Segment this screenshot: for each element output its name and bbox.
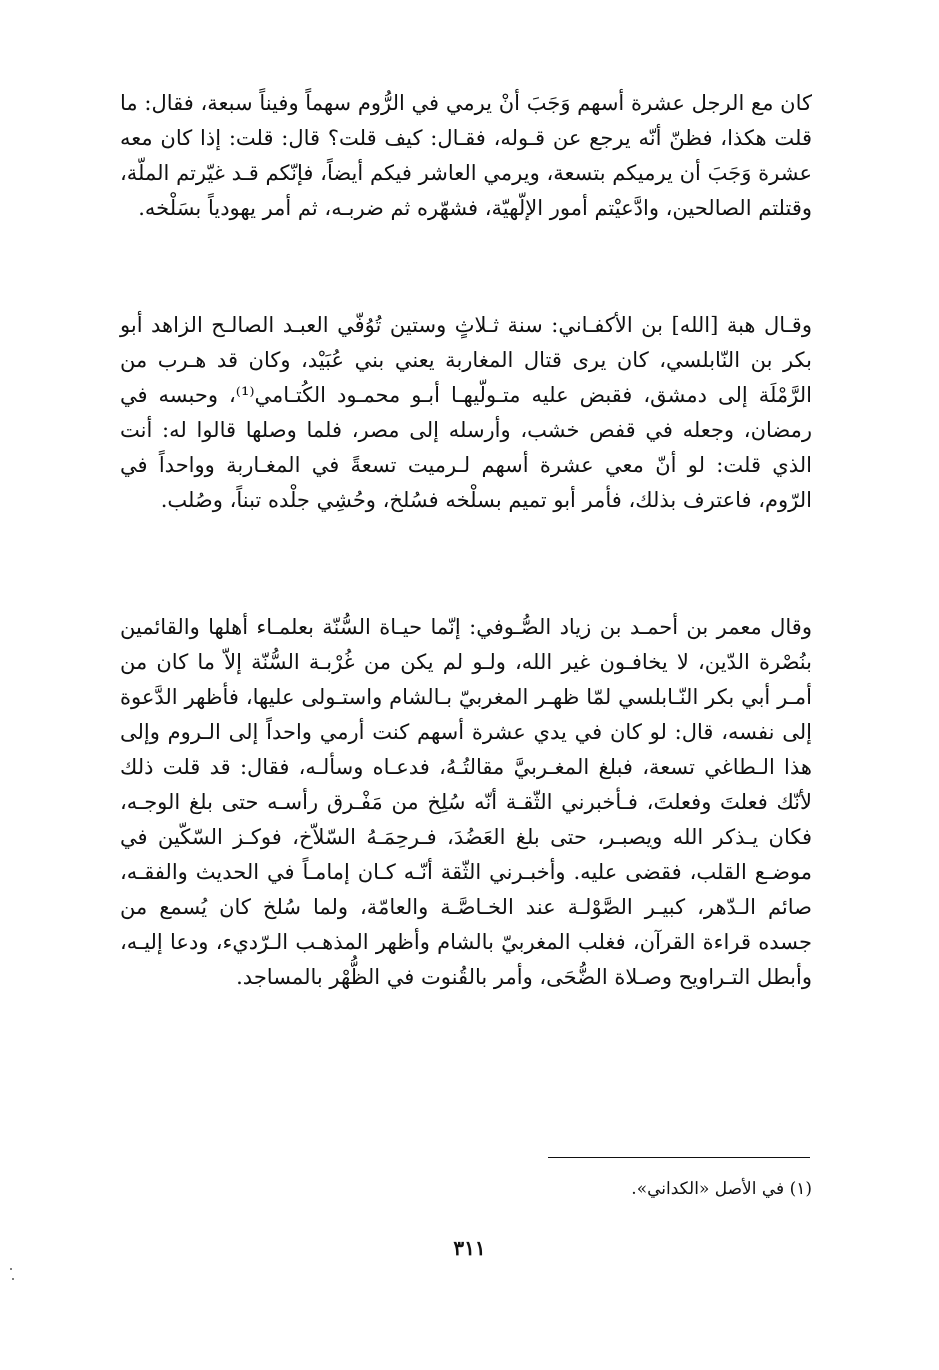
paragraph-3	[120, 610, 812, 995]
paragraph-1	[120, 86, 812, 226]
scan-specks	[8, 1268, 16, 1282]
paragraph-2-text: وقـال هبة [الله] بن الأكفـاني: سنة ثـلاثٍ وستين تُوُفّي العبـد الصالـح الزاهد أبو بكر بن النّابلسي، كان يرى قتال المغاربة يعني بني عُبَيْد، وكان قد هـرب من الرَّمْلَة إلى دمشق، فقبض عليه متـولّيهـا أبـو محمـود الكُتـامي⁽¹⁾، وحبسه في رمضان، وجعله في قفص خشب، وأرسله إلى مصر، فلما وصلها قالوا له: أنت الذي قلت: لو أنّ معي عشرة أسهم لـرميت تسعةً في المغـاربة وواحداً في الرّوم، فاعترف بذلك، فأمر أبو تميم بسلْخه فسُلخ، وحُشِي جلْده تبناً، وصُلب.	[120, 313, 812, 512]
paragraph-1-text: كان مع الرجل عشرة أسهم وَجَبَ أنْ يرمي في الرُّوم سهماً وفيناً سبعة، فقال: ما قلت هكذا، فظنّ أنّه يرجع عن قـوله، فقـال: كيف قلت؟ قال: قلت: إذا كان معه عشرة وَجَبَ أن يرميكم بتسعة، ويرمي العاشر فيكم أيضاً، فإنّكم قـد غيّرتم الملّة، وقتلتم الصالحين، وادَّعيْتم أمور الإلّهيّة، فشهّره ثم ضربـه، ثم أمر يهودياً بسَلْخه.	[120, 91, 812, 220]
paragraph-2	[120, 308, 812, 518]
footnote: (١) في الأصل «الكداني».	[631, 1179, 812, 1199]
page-number: ٣١١	[453, 1236, 486, 1260]
paragraph-3-text: وقال معمر بن أحمـد بن زياد الصُّـوفي: إنّما حيـاة السُّنّة بعلمـاء أهلها والقائمين بنُصْرة الدّين، لا يخافـون غير الله، ولـو لم يكن من غُرْبـة السُّنّة إلاّ ما كان من أمـر أبي بكر النّـابلسي لمّا ظهـر المغربيّ بـالشام واستـولى عليها، فأظهر الدَّعوة إلى نفسه، قال: لو كان في يدي عشرة أسهم كنت أرمي واحداً إلى الـروم وإلى هذا الـطاغي تسعة، فبلغ المغـربيَّ مقالتُـهُ، فدعـاه وسألـه، فقال: قد قلت ذلك لأنّك فعلتَ وفعلتَ، فـأخبرني الثّقـة أنّه سُلِخ من مَفْـرق رأسـه حتى بلغ الوجـه، فكان يـذكر الله ويصبـر، حتى بلغ العَضُدَ، فـرحِمَـهُ السّلاّخ، فوكـز السّكّين في موضـع القلب، فقضى عليه. وأخبـرني الثّقة أنّـه كـان إمامـاً في الحديث والفقـه، صائم الـدّهر، كبيـر الصَّوْلـة عند الخـاصَّـة والعامّة، ولما سُلخ كان يُسمع من جسده قراءة القرآن، فغلب المغربيّ بالشام وأظهر المذهـب الـرّديء، ودعا إليـه، وأبطل التـراويح وصـلاة الضُّحَى، وأمر بالقُنوت في الظُّهْر بالمساجد.	[120, 615, 812, 989]
footnote-separator	[548, 1157, 810, 1158]
